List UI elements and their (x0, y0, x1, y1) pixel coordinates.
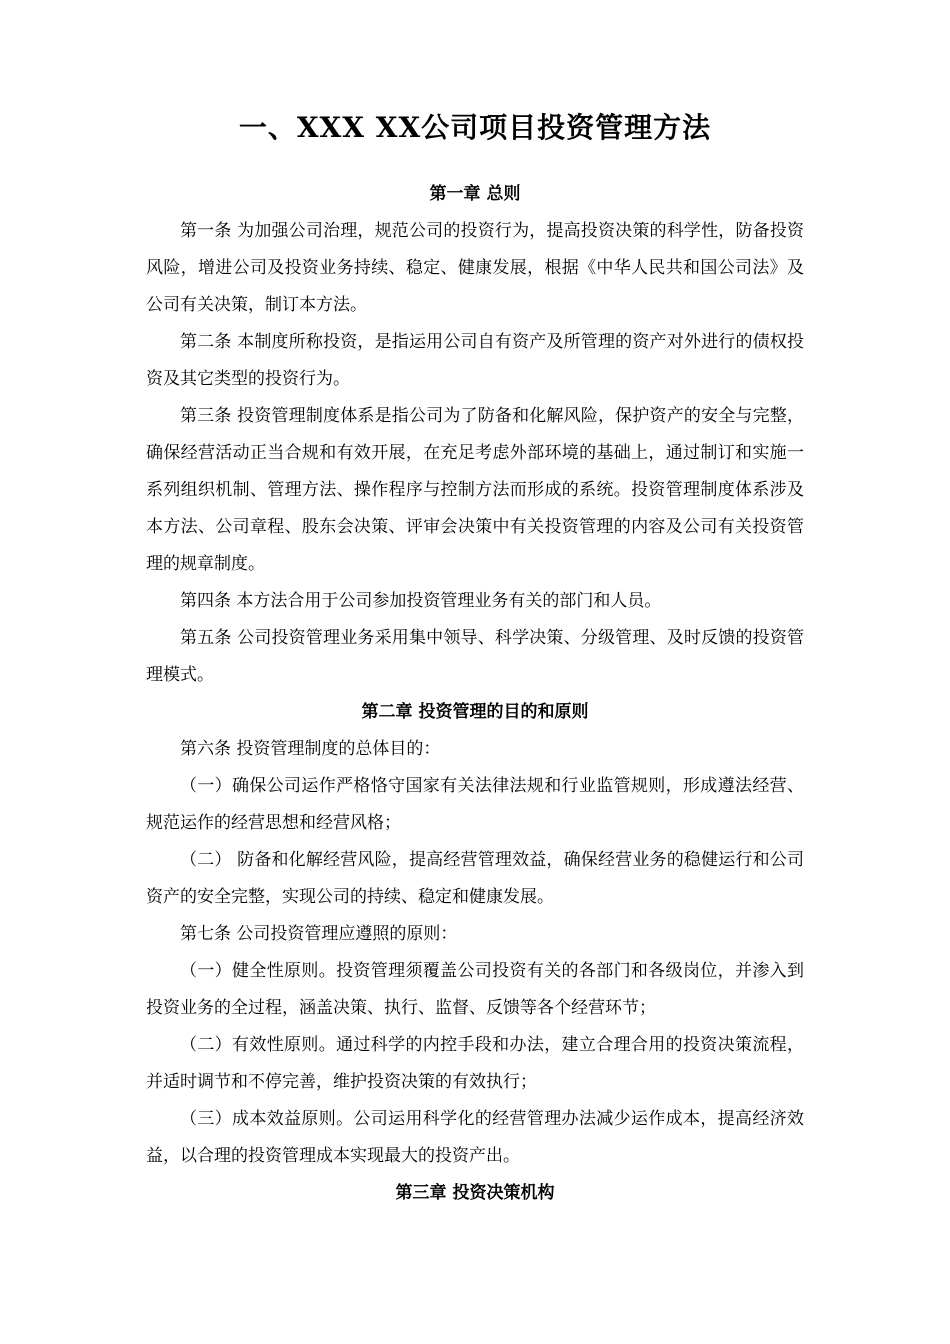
article-7-item-3: （三）成本效益原则。公司运用科学化的经营管理办法减少运作成本，提高经济效益，以合理的投资管理成本实现最大的投资产出。 (146, 1109, 804, 1166)
chapter-3-heading: 第三章 投资决策机构 (395, 1183, 555, 1203)
article-6: 第六条 投资管理制度的总体目的： (180, 739, 441, 759)
article-4: 第四条 本方法合用于公司参加投资管理业务有关的部门和人员。 (180, 591, 662, 611)
article-6-item-1: （一）确保公司运作严格恪守国家有关法律法规和行业监管规则，形成遵法经营、规范运作的经营思想和经营风格； (146, 776, 804, 833)
chapter-1-heading: 第一章 总则 (429, 184, 521, 204)
article-7-item-2: （二）有效性原则。通过科学的内控手段和办法，建立合理合用的投资决策流程，并适时调节和不停完善，维护投资决策的有效执行； (146, 1035, 804, 1092)
article-7-item-1: （一）健全性原则。投资管理须覆盖公司投资有关的各部门和各级岗位，并渗入到投资业务的全过程，涵盖决策、执行、监督、反馈等各个经营环节； (146, 961, 804, 1018)
article-2: 第二条 本制度所称投资，是指运用公司自有资产及所管理的资产对外进行的债权投资及其它类型的投资行为。 (146, 332, 804, 389)
article-6-item-2: （二） 防备和化解经营风险，提高经营管理效益，确保经营业务的稳健运行和公司资产的安全完整，实现公司的持续、稳定和健康发展。 (146, 850, 804, 907)
article-5: 第五条 公司投资管理业务采用集中领导、科学决策、分级管理、及时反馈的投资管理模式。 (146, 628, 804, 685)
document-title: 一、XXX XX公司项目投资管理方法 (238, 111, 712, 144)
article-7: 第七条 公司投资管理应遵照的原则： (180, 924, 458, 944)
article-1: 第一条 为加强公司治理，规范公司的投资行为，提高投资决策的科学性，防备投资风险，增进公司及投资业务持续、稳定、健康发展，根据《中华人民共和国公司法》及公司有关决策，制订本方法。 (146, 221, 804, 315)
article-3: 第三条 投资管理制度体系是指公司为了防备和化解风险，保护资产的安全与完整，确保经营活动正当合规和有效开展，在充足考虑外部环境的基础上，通过制订和实施一系列组织机制、管理方法、操作程序与控制方法而形成的系统。投资管理制度体系涉及本方法、公司章程、股东会决策、评审会决策中有关投资管理的内容及公司有关投资管理的规章制度。 (146, 406, 804, 574)
chapter-2-heading: 第二章 投资管理的目的和原则 (361, 702, 589, 722)
